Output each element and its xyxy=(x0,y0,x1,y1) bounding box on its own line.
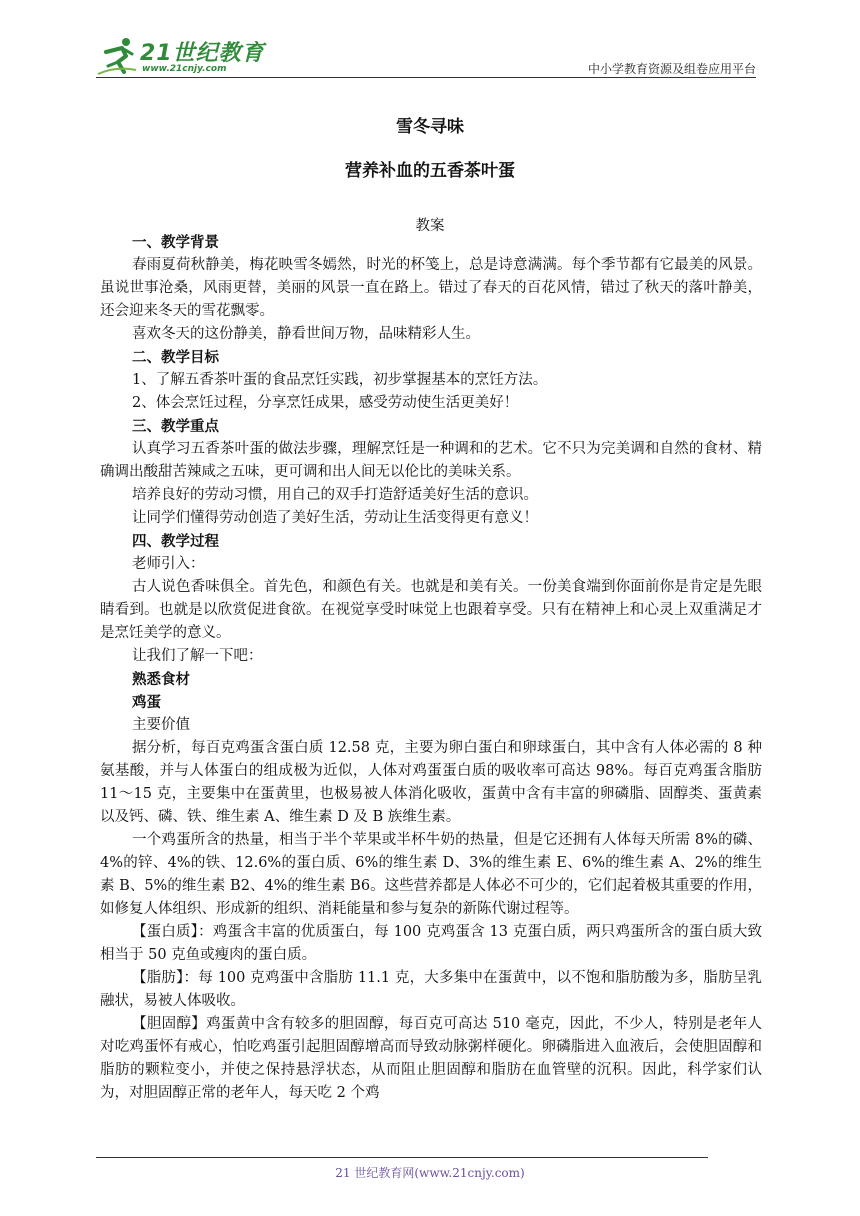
paragraph: 让我们了解一下吧： xyxy=(132,648,263,664)
paragraph: 认真学习五香茶叶蛋的做法步骤，理解烹饪是一种调和的艺术。它不只为完美调和自然的食材、精确调出酸甜苦辣咸之五味，更可调和出人间无以伦比的美味关系。 xyxy=(100,441,762,480)
paragraph: 春雨夏荷秋静美，梅花映雪冬嫣然，时光的杯笺上，总是诗意满满。每个季节都有它最美的风景。虽说世事沧桑，风雨更替，美丽的风景一直在路上。错过了春天的百花风情，错过了秋天的落叶静美，还会迎来冬天的雪花飘零。 xyxy=(100,257,762,319)
page-footer[interactable]: 21 世纪教育网(www.21cnjy.com) xyxy=(335,1166,525,1180)
header-divider xyxy=(96,77,756,78)
page-header xyxy=(96,34,756,78)
logo-text: 21世纪教育 xyxy=(140,41,265,66)
paragraph: 主要价值 xyxy=(132,717,190,733)
paragraph: 一个鸡蛋所含的热量，相当于半个苹果或半杯牛奶的热量，但是它还拥有人体每天所需 8%的磷、4%的锌、4%的铁、12.6%的蛋白质、6%的维生素 D、3%的维生素 E、6%的维生素 A、2%的维生素 B、5%的维生素 B2、4%的维生素 B6。这些营养都是人体必不可少的，它们起着极其重要的作用，如修复人体组织、形成新的组织、消耗能量和参与复杂的新陈代谢过程等。 xyxy=(100,832,762,917)
paragraph: 【胆固醇】鸡蛋黄中含有较多的胆固醇，每百克可高达 510 毫克，因此，不少人，特别是老年人对吃鸡蛋怀有戒心，怕吃鸡蛋引起胆固醇增高而导致动脉粥样硬化。卵磷脂进入血液后，会使胆固醇和脂肪的颗粒变小，并使之保持悬浮状态，从而阻止胆固醇和脂肪在血管壁的沉积。因此，科学家们认为，对胆固醇正常的老年人，每天吃 2 个鸡 xyxy=(100,1016,762,1101)
paragraph: 据分析，每百克鸡蛋含蛋白质 12.58 克，主要为卵白蛋白和卵球蛋白，其中含有人体必需的 8 种氨基酸，并与人体蛋白的组成极为近似，人体对鸡蛋蛋白质的吸收率可高达 98%。每百克鸡蛋含脂肪 11～15 克，主要集中在蛋黄里，也极易被人体消化吸收，蛋黄中含有丰富的卵磷脂、固醇类、蛋黄素以及钙、磷、铁、维生素 A、维生素 D 及 B 族维生素。 xyxy=(100,740,762,825)
section-heading: 二、教学目标 xyxy=(132,349,219,366)
logo-url: www.21cnjy.com xyxy=(142,64,227,74)
paragraph: 【蛋白质】：鸡蛋含丰富的优质蛋白，每 100 克鸡蛋含 13 克蛋白质，两只鸡蛋所含的蛋白质大致相当于 50 克鱼或瘦肉的蛋白质。 xyxy=(100,924,762,963)
site-logo[interactable] xyxy=(96,34,266,78)
document-subtitle: 营养补血的五香茶叶蛋 xyxy=(345,161,515,181)
section-heading: 三、教学重点 xyxy=(132,418,219,435)
paragraph: 让同学们懂得劳动创造了美好生活，劳动让生活变得更有意义！ xyxy=(132,510,538,526)
paragraph: 【脂肪】：每 100 克鸡蛋中含脂肪 11.1 克，大多集中在蛋黄中，以不饱和脂肪酸为多，脂肪呈乳融状，易被人体吸收。 xyxy=(100,970,762,1009)
paragraph: 2、体会烹饪过程，分享烹饪成果，感受劳动使生活更美好！ xyxy=(132,395,519,411)
paragraph: 培养良好的劳动习惯，用自己的双手打造舒适美好生活的意识。 xyxy=(132,487,538,503)
footer-divider xyxy=(96,1157,708,1158)
paragraph: 老师引入： xyxy=(132,556,205,572)
paragraph: 古人说色香味俱全。首先色，和颜色有关。也就是和美有关。一份美食端到你面前你是肯定是先眼睛看到。也就是以欣赏促进食欲。在视觉享受时味觉上也跟着享受。只有在精神上和心灵上双重满足才是烹饪美学的意义。 xyxy=(100,579,762,641)
section-heading: 一、教学背景 xyxy=(132,234,219,251)
document-body xyxy=(100,231,762,1105)
platform-name: 中小学教育资源及组卷应用平台 xyxy=(587,62,756,76)
document-type-label: 教案 xyxy=(415,218,445,234)
paragraph: 喜欢冬天的这份静美，静看世间万物，品味精彩人生。 xyxy=(132,326,480,342)
section-heading: 鸡蛋 xyxy=(132,694,161,711)
section-heading: 四、教学过程 xyxy=(132,533,219,550)
runner-logo-icon xyxy=(96,36,138,76)
paragraph: 1、了解五香茶叶蛋的食品烹饪实践，初步掌握基本的烹饪方法。 xyxy=(132,372,548,388)
section-heading: 熟悉食材 xyxy=(132,671,190,688)
document-title: 雪冬寻味 xyxy=(396,117,464,137)
